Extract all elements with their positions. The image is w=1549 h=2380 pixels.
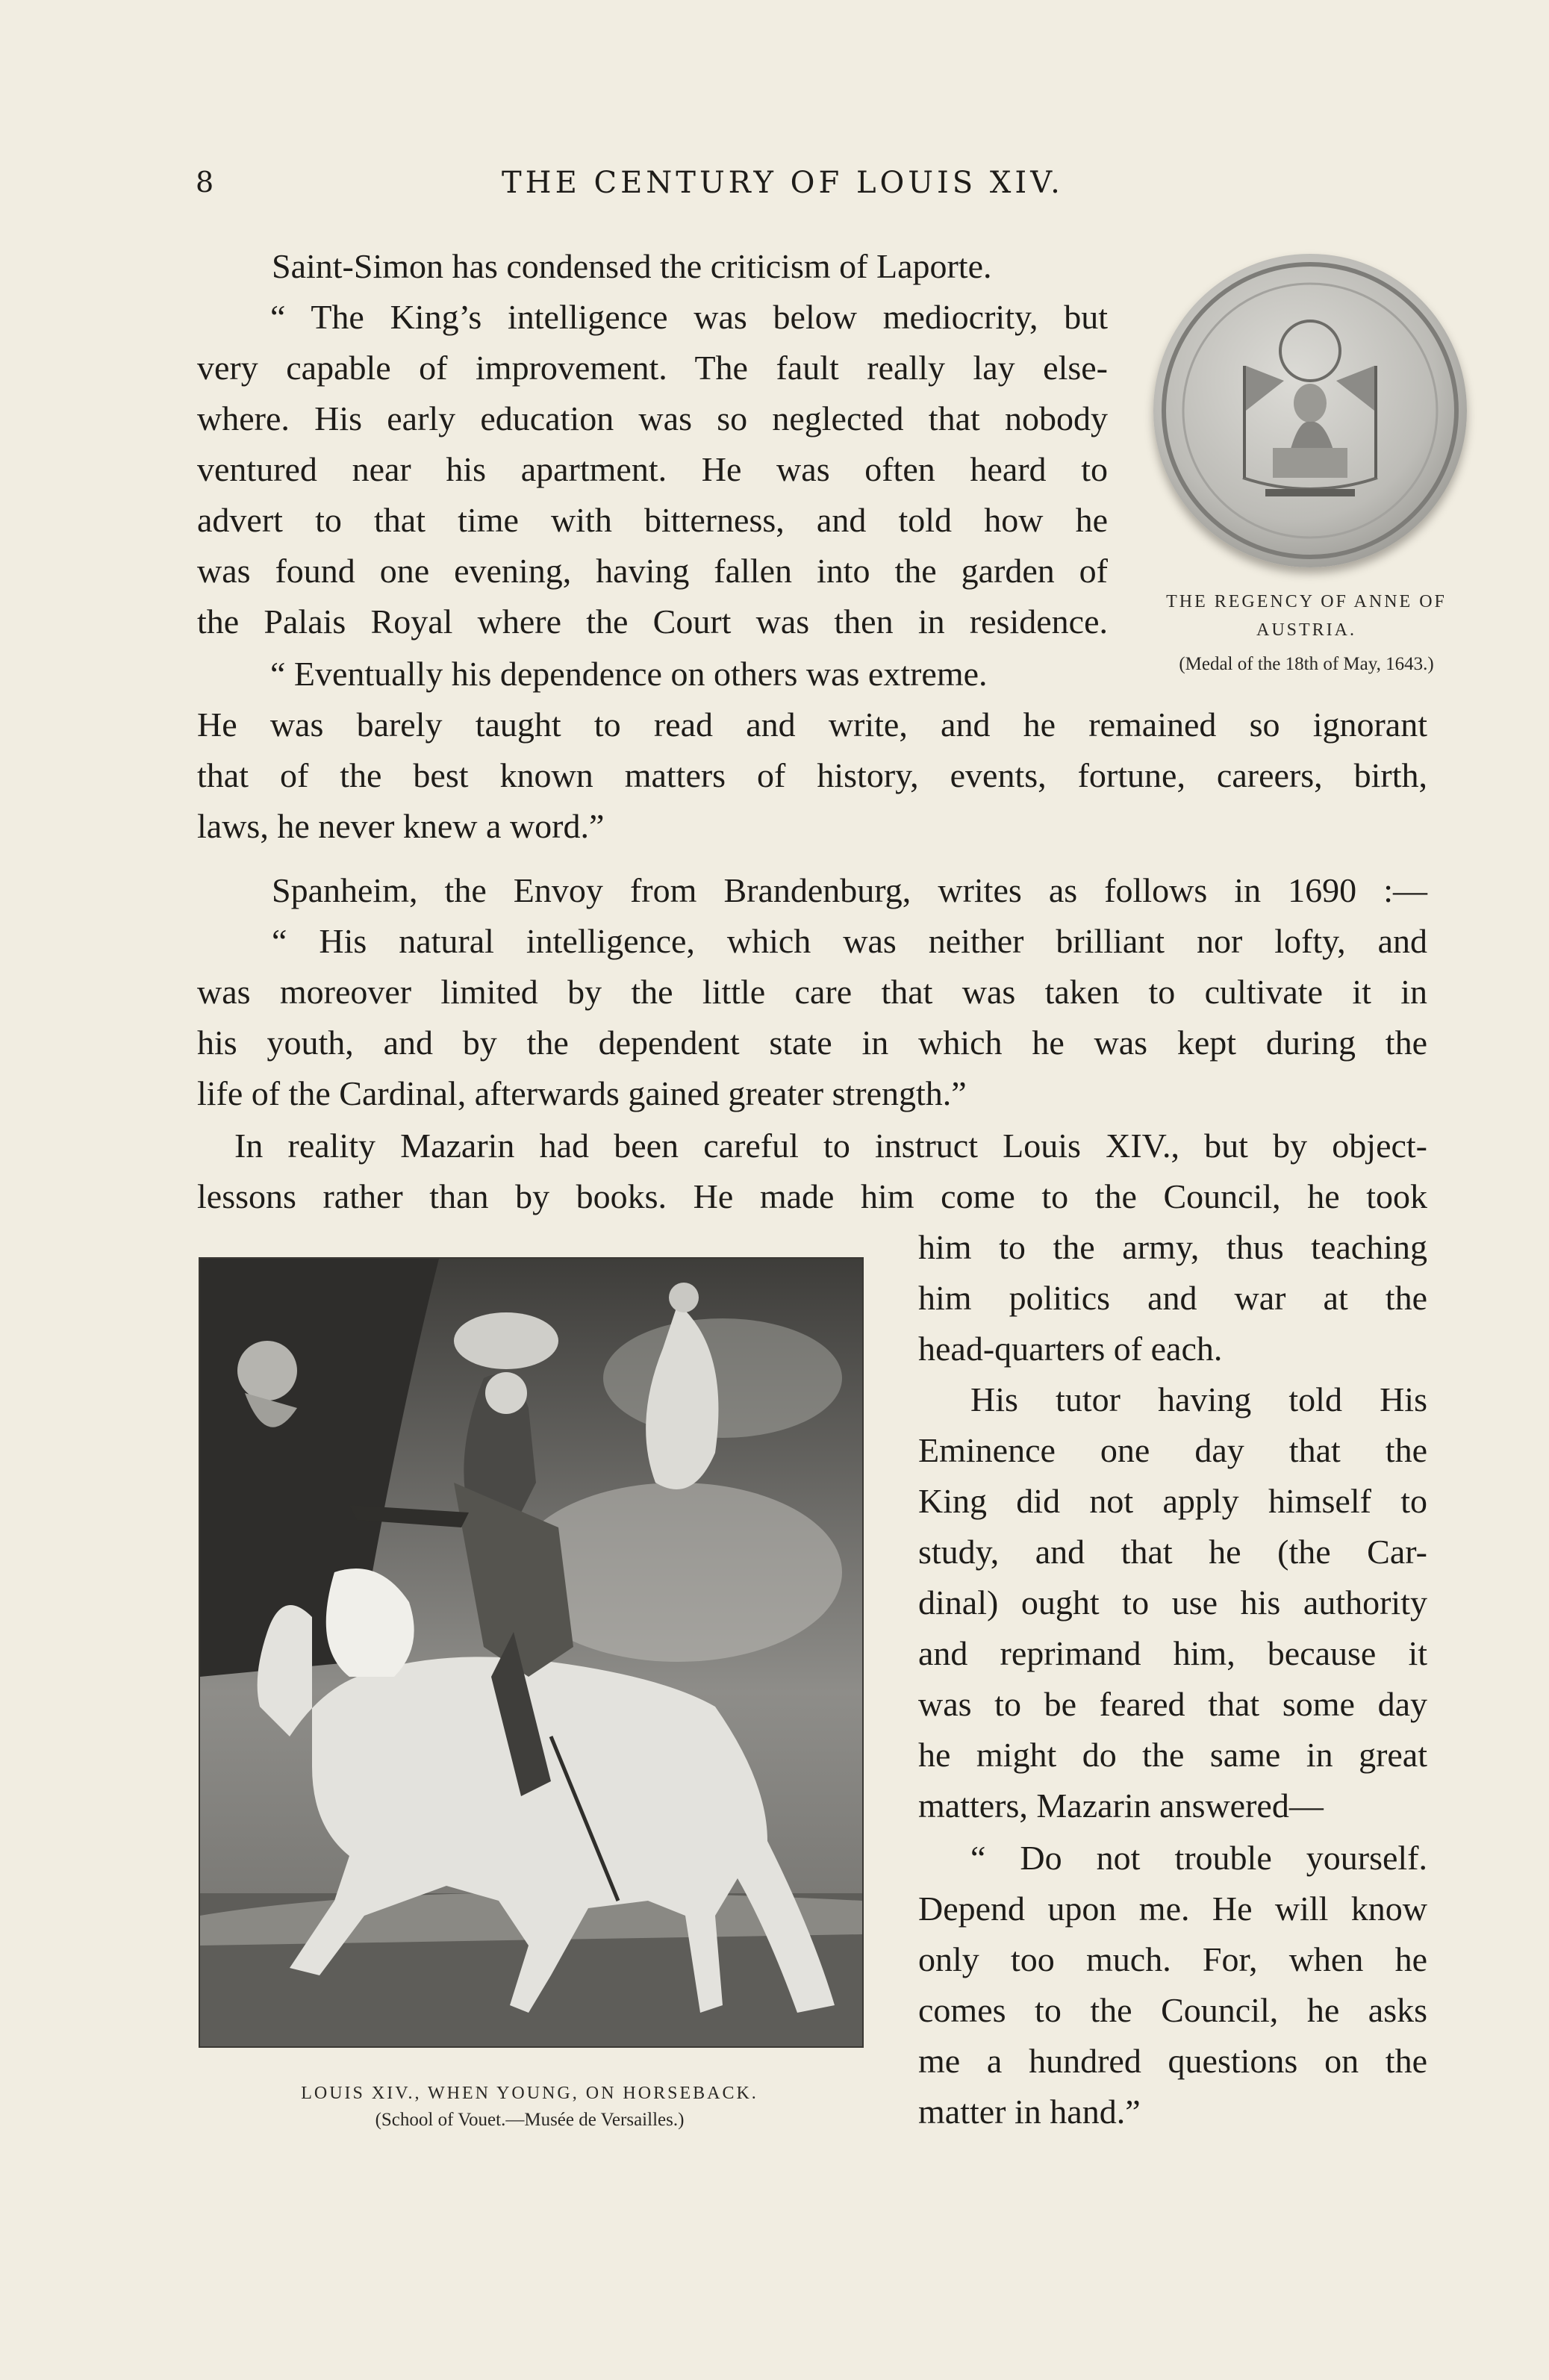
text-line: the Palais Royal where the Court was then in residence.: [197, 602, 1108, 641]
text-line: In reality Mazarin had been careful to instruct Louis XIV., but by object-: [234, 1127, 1427, 1165]
text-line: me a hundred questions on the: [918, 2042, 1427, 2080]
text-line: comes to the Council, he asks: [918, 1991, 1427, 2029]
text-line: was to be feared that some day: [918, 1685, 1427, 1723]
text-line: Eminence one day that the: [918, 1431, 1427, 1469]
text-line: King did not apply himself to: [918, 1482, 1427, 1520]
text-line: where. His early education was so neglected that nobody: [197, 399, 1108, 437]
text-line: “ The King’s intelligence was below mediocrity, but: [270, 298, 1108, 336]
text-line: lessons rather than by books. He made him come to the Council, he took: [197, 1177, 1427, 1215]
text-line: study, and that he (the Car-: [918, 1533, 1427, 1571]
text-line: He was barely taught to read and write, and he remained so ignorant: [197, 705, 1427, 744]
text-line: dinal) ought to use his authority: [918, 1583, 1427, 1622]
plate-engraving: [200, 1259, 862, 2046]
page-header: [196, 166, 1129, 211]
text-line: ventured near his apartment. He was often heard to: [197, 450, 1108, 488]
text-line: advert to that time with bitterness, and told how he: [197, 501, 1108, 539]
text-line: was found one evening, having fallen into the garden of: [197, 552, 1108, 590]
plate-caption-note: (School of Vouet.—Musée de Versailles.): [375, 2110, 685, 2130]
text-line: he might do the same in great: [918, 1736, 1427, 1774]
text-line: Saint-Simon has condensed the criticism of Laporte.: [272, 247, 992, 285]
text-line: very capable of improvement. The fault really lay else-: [197, 349, 1108, 387]
regency-medal-illustration: [1153, 254, 1467, 567]
text-line: Depend upon me. He will know: [918, 1890, 1427, 1928]
text-line: Spanheim, the Envoy from Brandenburg, writes as follows in 1690 :—: [272, 871, 1427, 909]
text-line: His tutor having told His: [970, 1380, 1427, 1418]
text-line: that of the best known matters of history, events, fortune, careers, birth,: [197, 756, 1427, 794]
medal-caption-note: (Medal of the 18th of May, 1643.): [1179, 654, 1434, 674]
medal-engraving: [1153, 254, 1467, 567]
equestrian-portrait-illustration: [199, 1257, 864, 2048]
text-line: and reprimand him, because it: [918, 1634, 1427, 1672]
text-line: “ His natural intelligence, which was neither brilliant nor lofty, and: [272, 922, 1427, 960]
text-line: only too much. For, when he: [918, 1940, 1427, 1978]
running-title: THE CENTURY OF LOUIS XIV.: [502, 166, 1064, 200]
text-line: his youth, and by the dependent state in which he was kept during the: [197, 1024, 1427, 1062]
page-number: 8: [196, 166, 215, 199]
text-line: matters, Mazarin answered—: [918, 1786, 1324, 1825]
text-line: laws, he never knew a word.”: [197, 807, 605, 845]
text-line: head-quarters of each.: [918, 1330, 1223, 1368]
text-line: matter in hand.”: [918, 2093, 1141, 2131]
medal-caption-line-1: THE REGENCY OF ANNE OF: [1166, 592, 1447, 611]
text-line: life of the Cardinal, afterwards gained greater strength.”: [197, 1074, 967, 1112]
text-line: “ Do not trouble yourself.: [970, 1839, 1427, 1877]
text-line: him to the army, thus teaching: [918, 1228, 1427, 1266]
medal-caption-line-2: AUSTRIA.: [1256, 620, 1356, 640]
text-line: him politics and war at the: [918, 1279, 1427, 1317]
plate-caption: LOUIS XIV., WHEN YOUNG, ON HORSEBACK.: [301, 2084, 758, 2103]
text-line: was moreover limited by the little care that was taken to cultivate it in: [197, 973, 1427, 1011]
text-line: “ Eventually his dependence on others was extreme.: [270, 655, 988, 693]
